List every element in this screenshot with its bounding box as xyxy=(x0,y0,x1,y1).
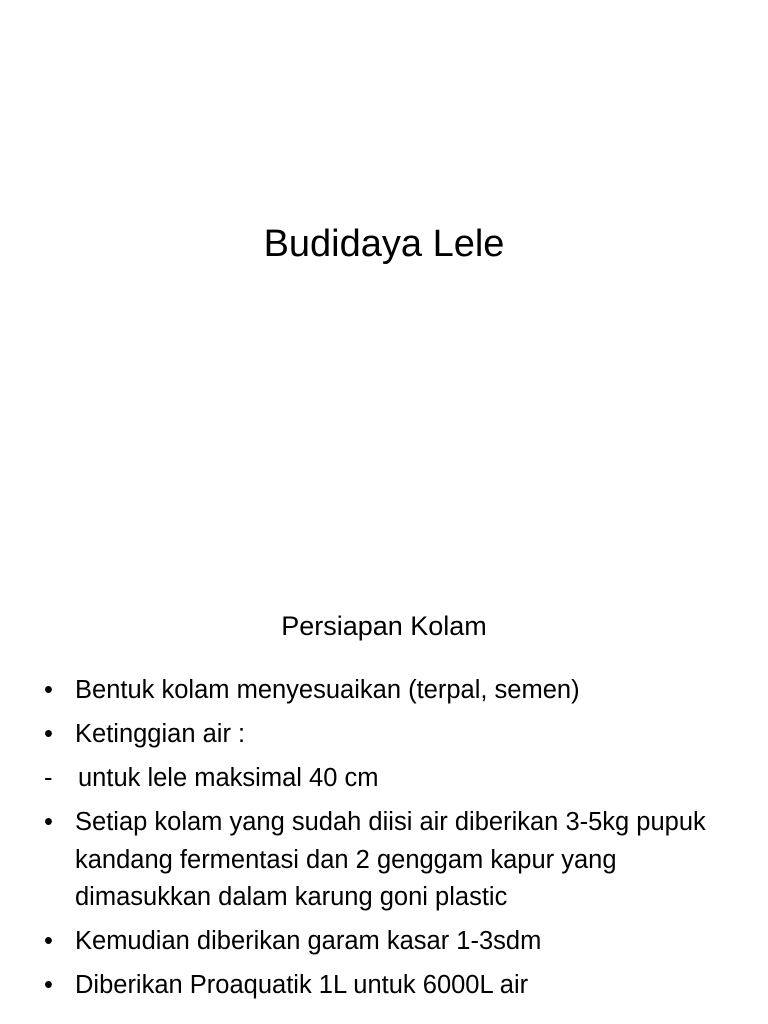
bullet-marker: • xyxy=(44,676,53,704)
slide-title: Budidaya Lele xyxy=(263,223,505,265)
bullet-marker: • xyxy=(44,971,53,999)
list-item xyxy=(0,967,768,1005)
dash-marker: - xyxy=(44,764,53,792)
list-item xyxy=(0,672,768,710)
list-item-text: Ketinggian air : xyxy=(75,720,246,748)
bullet-marker: • xyxy=(44,720,53,748)
bullet-list xyxy=(0,672,768,1011)
list-item xyxy=(0,716,768,754)
list-item-text: untuk lele maksimal 40 cm xyxy=(78,764,379,792)
list-item xyxy=(0,804,768,917)
section-heading: Persiapan Kolam xyxy=(281,611,487,641)
list-item-text: Bentuk kolam menyesuaikan (terpal, semen) xyxy=(75,676,580,704)
list-item-text: Diberikan Proaquatik 1L untuk 6000L air xyxy=(75,971,529,999)
list-item-text: Setiap kolam yang sudah diisi air diberikan 3-5kg pupuk kandang fermentasi dan 2 genggam kapur yang dimasukkan dalam karung goni plastic xyxy=(75,808,706,911)
list-item-text: Kemudian diberikan garam kasar 1-3sdm xyxy=(75,927,542,955)
bullet-marker: • xyxy=(44,927,53,955)
list-item xyxy=(0,760,768,798)
bullet-marker: • xyxy=(44,808,53,836)
list-item xyxy=(0,923,768,961)
